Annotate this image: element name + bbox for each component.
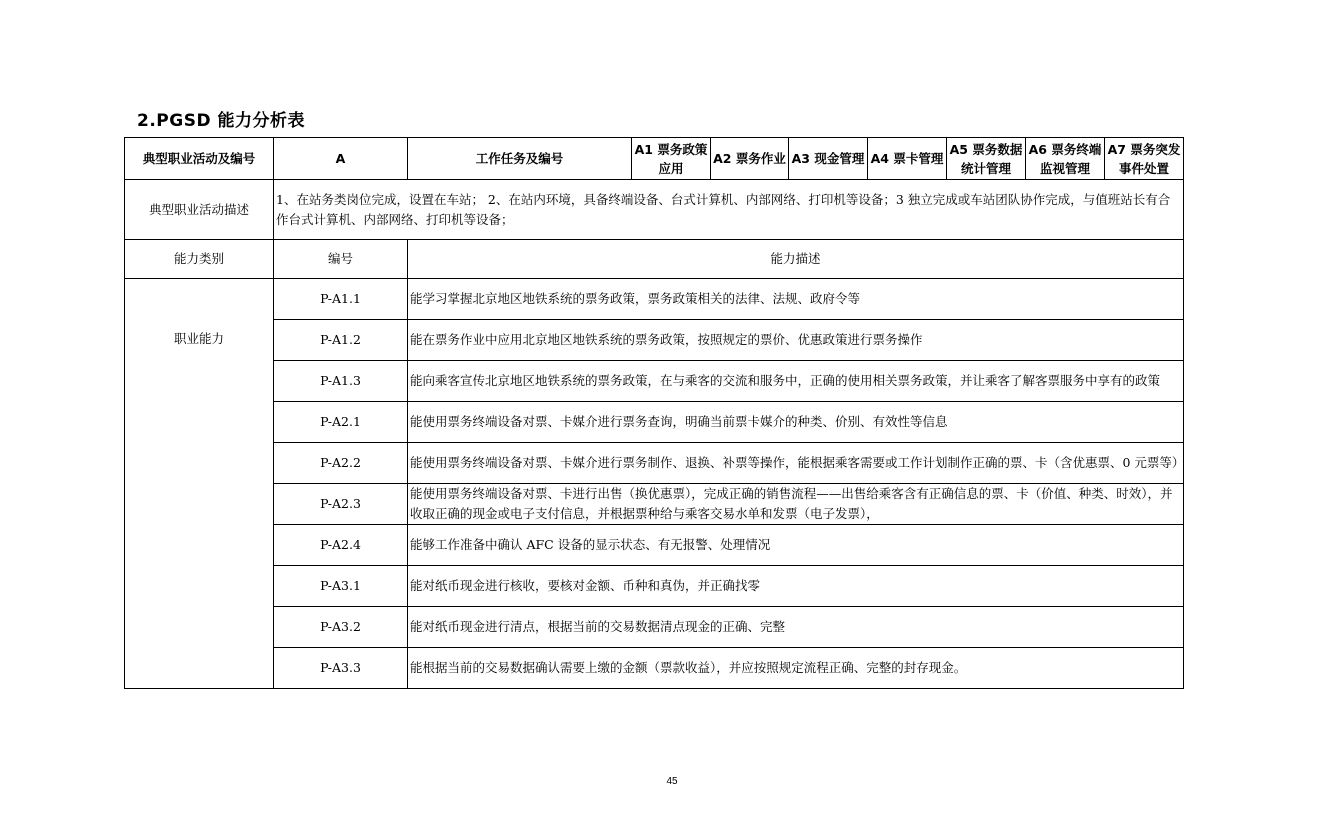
ability-code: P-A1.2 — [274, 320, 408, 361]
table-row — [125, 279, 1184, 320]
ability-code: P-A3.3 — [274, 648, 408, 689]
table-row — [125, 607, 1184, 648]
task-header-cell: A4 票卡管理 — [868, 138, 947, 180]
column-header-row — [125, 240, 1184, 279]
task-label-cell: 工作任务及编号 — [408, 138, 632, 180]
task-header-cell: A5 票务数据统计管理 — [947, 138, 1026, 180]
page-title: 2.PGSD 能力分析表 — [137, 111, 305, 131]
category-column-header: 能力类别 — [125, 240, 274, 279]
ability-code: P-A3.1 — [274, 566, 408, 607]
ability-code: P-A3.2 — [274, 607, 408, 648]
task-header-cell: A3 现金管理 — [789, 138, 868, 180]
ability-code: P-A2.2 — [274, 443, 408, 484]
table-row — [125, 402, 1184, 443]
ability-analysis-table — [124, 137, 1184, 689]
task-header-cell: A1 票务政策应用 — [632, 138, 711, 180]
description-text: 1、在站务类岗位完成，设置在车站； 2、在站内环境，具备终端设备、台式计算机、内部网络、打印机等设备；3 独立完成或车站团队协作完成，与值班站长有合作台式计算机、内部网络、打印机等设备； — [274, 180, 1184, 240]
ability-code: P-A2.3 — [274, 484, 408, 525]
ability-desc: 能使用票务终端设备对票、卡媒介进行票务制作、退换、补票等操作，能根据乘客需要或工作计划制作正确的票、卡（含优惠票、0 元票等） — [408, 443, 1184, 484]
table-row — [125, 484, 1184, 525]
ability-code: P-A2.1 — [274, 402, 408, 443]
ability-desc: 能向乘客宣传北京地区地铁系统的票务政策，在与乘客的交流和服务中，正确的使用相关票务政策，并让乘客了解客票服务中享有的政策 — [408, 361, 1184, 402]
ability-desc: 能对纸币现金进行清点，根据当前的交易数据清点现金的正确、完整 — [408, 607, 1184, 648]
task-header-cell: A2 票务作业 — [711, 138, 789, 180]
category-cell: 职业能力 — [125, 279, 274, 689]
ability-code: P-A2.4 — [274, 525, 408, 566]
ability-desc: 能学习掌握北京地区地铁系统的票务政策，票务政策相关的法律、法规、政府令等 — [408, 279, 1184, 320]
table-row — [125, 320, 1184, 361]
ability-desc: 能在票务作业中应用北京地区地铁系统的票务政策，按照规定的票价、优惠政策进行票务操作 — [408, 320, 1184, 361]
desc-column-header: 能力描述 — [408, 240, 1184, 279]
task-header-cell: A7 票务突发事件处置 — [1105, 138, 1184, 180]
ability-desc: 能根据当前的交易数据确认需要上缴的金额（票款收益），并应按照规定流程正确、完整的封存现金。 — [408, 648, 1184, 689]
activity-code-cell: A — [274, 138, 408, 180]
table-row — [125, 566, 1184, 607]
ability-desc: 能使用票务终端设备对票、卡媒介进行票务查询，明确当前票卡媒介的种类、价别、有效性等信息 — [408, 402, 1184, 443]
ability-code: P-A1.3 — [274, 361, 408, 402]
table-row — [125, 443, 1184, 484]
code-column-header: 编号 — [274, 240, 408, 279]
page-number: 45 — [666, 776, 678, 787]
table-row — [125, 648, 1184, 689]
table-row — [125, 525, 1184, 566]
task-header-cell: A6 票务终端监视管理 — [1026, 138, 1105, 180]
description-row — [125, 180, 1184, 240]
ability-code: P-A1.1 — [274, 279, 408, 320]
ability-desc: 能够工作准备中确认 AFC 设备的显示状态、有无报警、处理情况 — [408, 525, 1184, 566]
description-label: 典型职业活动描述 — [125, 180, 274, 240]
table-row — [125, 361, 1184, 402]
header-row — [125, 138, 1184, 180]
ability-desc: 能使用票务终端设备对票、卡进行出售（换优惠票），完成正确的销售流程——出售给乘客含有正确信息的票、卡（价值、种类、时效），并收取正确的现金或电子支付信息，并根据票种给与乘客交易水单和发票（电子发票）， — [408, 484, 1184, 525]
activity-label-cell: 典型职业活动及编号 — [125, 138, 274, 180]
ability-desc: 能对纸币现金进行核收，要核对金额、币种和真伪，并正确找零 — [408, 566, 1184, 607]
